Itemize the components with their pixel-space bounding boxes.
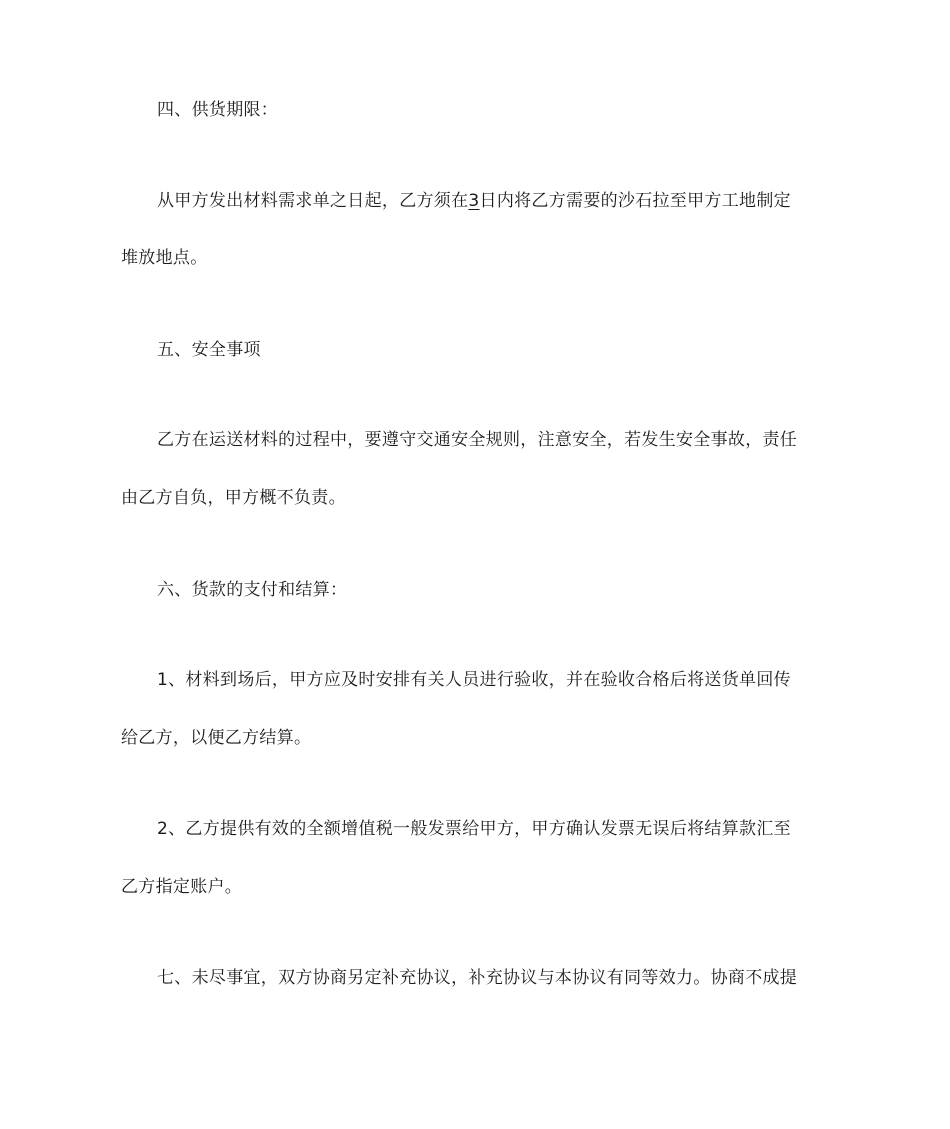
section-6-item-2-line-2: 乙方指定账户。 [121, 877, 243, 897]
section-4-body-line-2: 堆放地点。 [121, 248, 208, 268]
section-4-body-line-1 [157, 189, 877, 213]
section-4-body-pre: 从甲方发出材料需求单之日起，乙方须在 [157, 191, 469, 211]
section-6-item-2-line-1: 2、乙方提供有效的全额增值税一般发票给甲方，甲方确认发票无误后将结算款汇至 [157, 819, 791, 839]
section-6-item-1-line-2: 给乙方，以便乙方结算。 [121, 728, 312, 748]
section-5-body-line-1: 乙方在运送材料的过程中，要遵守交通安全规则，注意安全，若发生安全事故，责任 [157, 430, 798, 450]
section-4-body-post: 日内将乙方需要的沙石拉至甲方工地制定 [479, 191, 791, 211]
section-4-heading: 四、供货期限： [157, 100, 279, 120]
section-5-body-line-2: 由乙方自负，甲方概不负责。 [121, 488, 346, 508]
section-7-body-line-1: 七、未尽事宜，双方协商另定补充协议，补充协议与本协议有同等效力。协商不成提 [157, 968, 798, 988]
delivery-days-value: 3 [468, 191, 480, 211]
section-6-item-1-line-1: 1、材料到场后，甲方应及时安排有关人员进行验收，并在验收合格后将送货单回传 [157, 670, 791, 690]
section-6-heading: 六、货款的支付和结算： [157, 580, 348, 600]
section-5-heading: 五、安全事项 [157, 340, 261, 360]
